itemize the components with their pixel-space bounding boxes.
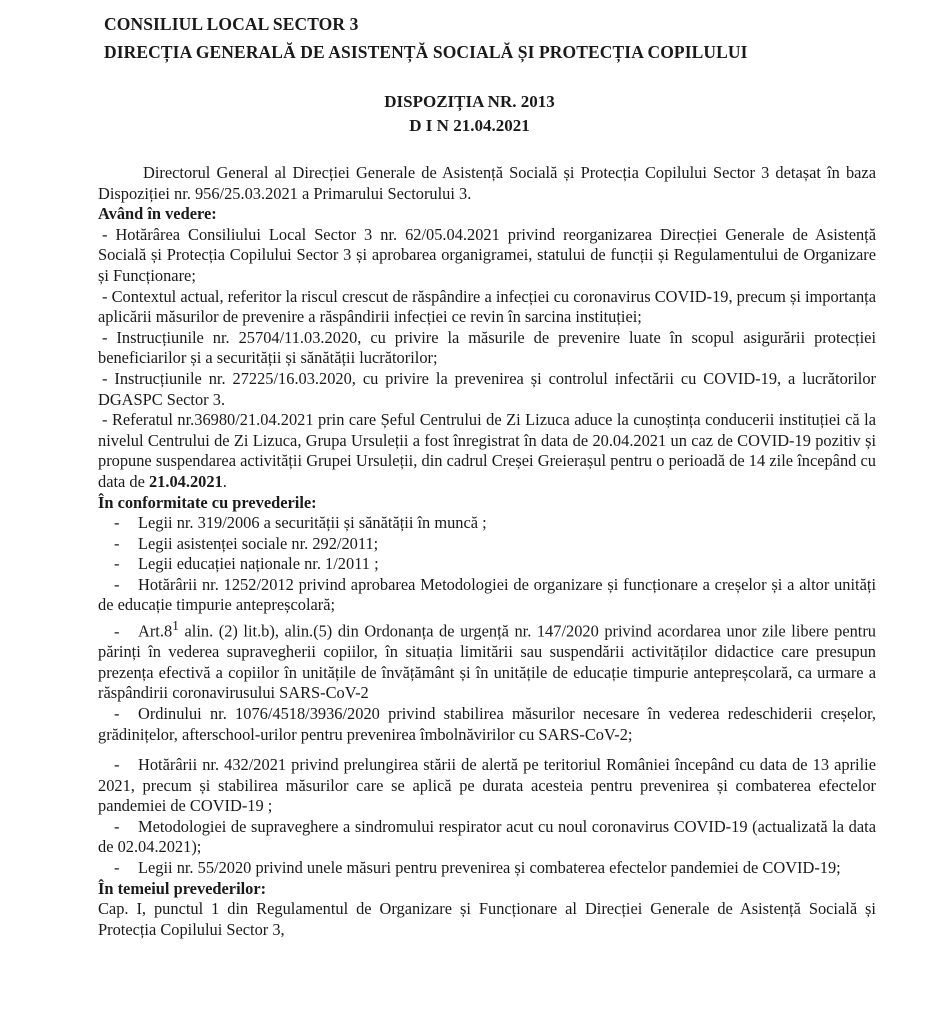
avand-item: - Instrucțiunile nr. 27225/16.03.2020, cu privire la prevenirea și controlul infectării cu COVID-19, a lucrătorilor DGASPC Sector 3. xyxy=(98,368,876,409)
conform-heading: În conformitate cu prevederile: xyxy=(98,492,317,512)
intro-paragraph: Directorul General al Direcției Generale de Asistență Socială și Protecția Copilului Sector 3 detașat în baza Dispoziției nr. 956/25.03.2021 a Primarului Sectorului 3. xyxy=(98,163,876,203)
referat-date: 21.04.2021 xyxy=(148,471,223,491)
directorate-name: DIRECȚIA GENERALĂ DE ASISTENȚĂ SOCIALĂ ȘI PROTECȚIA COPILULUI xyxy=(104,42,748,62)
law-text: Legii asistenței sociale nr. 292/2011; xyxy=(138,533,379,553)
law-text: Legii nr. 319/2006 a securității și sănătății în muncă ; xyxy=(138,513,487,533)
list-dash: - xyxy=(114,533,120,553)
law-item xyxy=(98,755,876,817)
law-item xyxy=(98,534,876,555)
disposition-number: DISPOZIȚIA NR. 2013 xyxy=(384,92,555,111)
law-item xyxy=(98,575,876,616)
law-item xyxy=(98,704,876,745)
list-dash: - xyxy=(114,621,120,641)
institution-name: CONSILIUL LOCAL SECTOR 3 xyxy=(104,14,359,34)
law-text: Legii educației naționale nr. 1/2011 ; xyxy=(138,554,379,574)
law-text: Hotărârii nr. 432/2021 privind prelungirea stării de alertă pe teritoriul României începând cu data de 13 aprilie 2021, precum și stabilirea măsurilor care se aplică pe durata acesteia pentru prevenirea și combaterea efectelor pandemiei de COVID-19 ; xyxy=(98,755,876,816)
list-dash: - xyxy=(114,554,120,574)
list-dash: - xyxy=(114,816,120,836)
law-item xyxy=(98,554,876,575)
avand-item: - Contextul actual, referitor la riscul crescut de răspândire a infecției cu coronavirus COVID-19, precum și importanța aplicării măsurilor de prevenire a răspândirii infecției ce revin în sarcina instituției; xyxy=(98,286,876,327)
law-text: Hotărârii nr. 1252/2012 privind aprobarea Metodologiei de organizare și funcționare a creșelor și a altor unități de educație timpurie antepreșcolară; xyxy=(98,574,876,615)
law-item xyxy=(98,817,876,858)
list-dash: - xyxy=(114,513,120,533)
list-dash: - xyxy=(114,755,120,775)
law-item xyxy=(98,513,876,534)
temei-heading: În temeiul prevederilor: xyxy=(98,878,267,898)
referat-text: - Referatul nr.36980/21.04.2021 prin care Șeful Centrului de Zi Lizuca aduce la cunoștința conducerii instituției că la nivelul Centrului de Zi Lizuca, Grupa Ursuleții a fost înregistrat în data de 20.04.2021 un caz de COVID-19 pozitiv și propune suspendarea activității Grupei Ursuleții, din cadrul Creșei Greierașul pentru o perioadă de 14 zile începând cu data de xyxy=(98,410,876,491)
law-item xyxy=(98,616,876,704)
avand-heading: Având în vedere: xyxy=(98,204,217,224)
law-text: Metodologiei de supraveghere a sindromului respirator acut cu noul coronavirus COVID-19 (actualizată la data de 02.04.2021); xyxy=(98,816,876,857)
list-dash: - xyxy=(114,858,120,878)
avand-item: - Hotărârea Consiliului Local Sector 3 nr. 62/05.04.2021 privind reorganizarea Direcției Generale de Asistență Socială și Protecția Copilului Sector 3 și aprobarea organigramei, statului de funcții și Regulamentului de Organizare și Funcționare; xyxy=(98,224,876,285)
law-text: alin. (2) lit.b), alin.(5) din Ordonanța de urgență nr. 147/2020 privind acordarea unor zile libere pentru părinți în vederea supravegherii copiilor, în situația limitării sau suspendării activităților didactice care presupun prezența efectivă a copiilor în unitățile de învățământ și în unitățile de educație timpurie antepreșcolară, ca urmare a răspândirii coronavirusului SARS-CoV-2 xyxy=(98,621,876,703)
disposition-date: D I N 21.04.2021 xyxy=(409,116,530,135)
avand-item: - Instrucțiunile nr. 25704/11.03.2020, cu privire la măsurile de prevenire luate în scopul asigurării protecției beneficiarilor și a securității și sănătății lucrătorilor; xyxy=(98,327,876,368)
document-body xyxy=(98,163,876,940)
temei-paragraph: Cap. I, punctul 1 din Regulamentul de Organizare și Funcționare al Direcției Generale de Asistență Socială și Protecția Copilului Sector 3, xyxy=(98,899,876,939)
superscript: 1 xyxy=(172,618,179,634)
law-text: Ordinului nr. 1076/4518/3936/2020 privind stabilirea măsurilor necesare în vederea redeschiderii creșelor, grădinițelor, afterschool-urilor pentru prevenirea îmbolnăvirilor cu SARS-CoV-2; xyxy=(98,703,876,744)
list-dash: - xyxy=(114,574,120,594)
law-text: Legii nr. 55/2020 privind unele măsuri pentru prevenirea și combaterea efectelor pandemiei de COVID-19; xyxy=(138,858,841,878)
avand-item: - Referatul nr.36980/21.04.2021 prin care Șeful Centrului de Zi Lizuca aduce la cunoștința conducerii instituției că la nivelul Centrului de Zi Lizuca, Grupa Ursuleții a fost înregistrat în data de 20.04.2021 un caz de COVID-19 pozitiv și propune suspendarea activității Grupei Ursuleții, din cadrul Creșei Greierașul pentru o perioadă de 14 zile începând cu data de 21.04.2021. xyxy=(98,410,876,491)
law-item xyxy=(98,858,876,879)
list-dash: - xyxy=(114,703,120,723)
law-text-prefix: Art.8 xyxy=(138,621,173,641)
